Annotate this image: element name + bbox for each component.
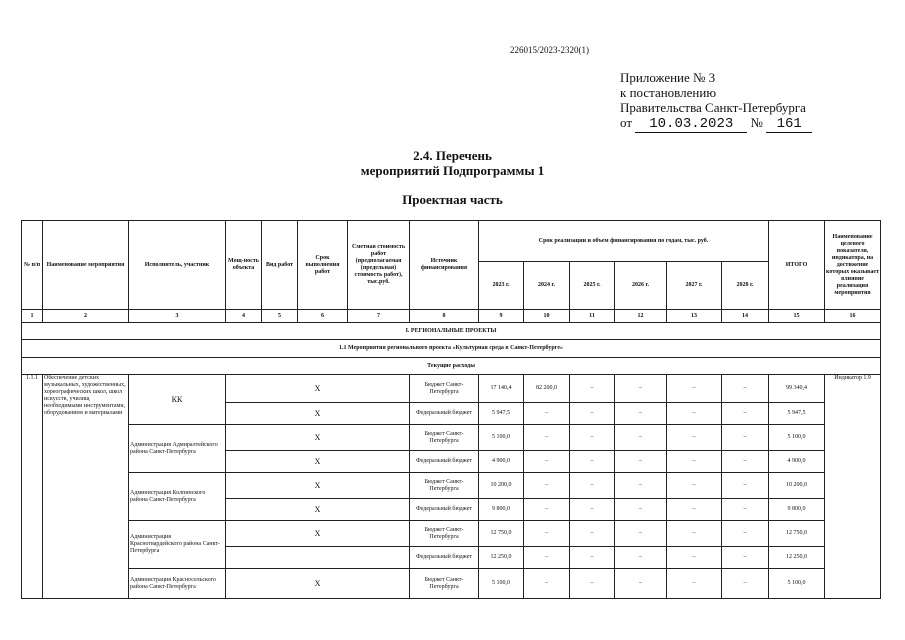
col-number: 16 (825, 310, 881, 323)
value-2028: – (722, 473, 769, 499)
x-marker: Х (226, 375, 410, 403)
col-number: 5 (262, 310, 298, 323)
value-2024: – (524, 499, 570, 521)
value-2028: – (722, 403, 769, 425)
header-year-2027: 2027 г. (667, 262, 722, 310)
value-2024: – (524, 521, 570, 547)
header-deadline: Срок выполнения работ (298, 221, 348, 310)
decree-date: 10.03.2023 (635, 117, 747, 133)
x-marker (226, 547, 410, 569)
decree-number: 161 (766, 117, 812, 133)
item-name: Обеспечение детских музыкальных, художественных, хореографических школ, школ искусств, училищ необходимыми инструментами, оборудованием и материалами (43, 375, 129, 599)
value-2023: 5 100,0 (479, 425, 524, 451)
section-current-expenses: Текущие расходы (22, 358, 881, 375)
source-cell: Федеральный бюджет (410, 403, 479, 425)
col-number: 12 (615, 310, 667, 323)
value-2026: – (615, 521, 667, 547)
value-2025: – (570, 473, 615, 499)
executor-cell: Администрация Колпинского района Санкт-Петербурга (129, 473, 226, 521)
col-number: 14 (722, 310, 769, 323)
x-marker: Х (226, 425, 410, 451)
value-2027: – (667, 499, 722, 521)
value-2028: – (722, 547, 769, 569)
col-number: 10 (524, 310, 570, 323)
value-2027: – (667, 569, 722, 599)
appendix-line-4 (620, 115, 812, 133)
value-2027: – (667, 451, 722, 473)
value-2025: – (570, 569, 615, 599)
value-total: 5 100,0 (769, 569, 825, 599)
value-2025: – (570, 451, 615, 473)
source-cell: Федеральный бюджет (410, 547, 479, 569)
value-total: 4 900,0 (769, 451, 825, 473)
value-2023: 5 100,0 (479, 569, 524, 599)
value-2026: – (615, 547, 667, 569)
value-2027: – (667, 547, 722, 569)
value-2028: – (722, 499, 769, 521)
section-row (22, 340, 881, 358)
value-total: 5 947,5 (769, 403, 825, 425)
value-2028: – (722, 375, 769, 403)
document-registration-number: 226015/2023-2320(1) (510, 45, 589, 55)
value-2024: – (524, 547, 570, 569)
table-row (22, 425, 881, 451)
value-2023: 4 900,0 (479, 451, 524, 473)
value-2026: – (615, 473, 667, 499)
source-cell: Федеральный бюджет (410, 451, 479, 473)
header-year-2024: 2024 г. (524, 262, 570, 310)
col-number: 8 (410, 310, 479, 323)
value-2023: 5 947,5 (479, 403, 524, 425)
source-cell: Бюджет Санкт-Петербурга (410, 473, 479, 499)
value-2023: 10 200,0 (479, 473, 524, 499)
value-2023: 12 250,0 (479, 547, 524, 569)
number-prefix: № (750, 115, 763, 130)
value-total: 10 200,0 (769, 473, 825, 499)
col-number: 6 (298, 310, 348, 323)
value-2027: – (667, 403, 722, 425)
section-cultural-environment: 1.1 Мероприятия регионального проекта «Культурная среда в Санкт-Петербурге» (22, 340, 881, 358)
column-numbers-row (22, 310, 881, 323)
header-period: Срок реализации и объем финансирования по годам, тыс. руб. (479, 221, 769, 262)
value-2023: 17 140,4 (479, 375, 524, 403)
header-cost: Сметная стоимость работ (предполагаемая (предельная) стоимость работ), тыс.руб. (348, 221, 410, 310)
col-number: 3 (129, 310, 226, 323)
x-marker: Х (226, 569, 410, 599)
x-marker: Х (226, 473, 410, 499)
value-2023: 9 800,0 (479, 499, 524, 521)
value-2026: – (615, 569, 667, 599)
header-capacity: Мощ-ность объекта (226, 221, 262, 310)
header-source: Источник финансирования (410, 221, 479, 310)
x-marker: Х (226, 521, 410, 547)
col-number: 11 (570, 310, 615, 323)
source-cell: Бюджет Санкт-Петербурга (410, 521, 479, 547)
value-2023: 12 750,0 (479, 521, 524, 547)
value-2025: – (570, 499, 615, 521)
value-2026: – (615, 403, 667, 425)
value-2028: – (722, 569, 769, 599)
value-2028: – (722, 451, 769, 473)
value-2024: 82 200,0 (524, 375, 570, 403)
value-total: 99 340,4 (769, 375, 825, 403)
section-title: Проектная часть (402, 192, 503, 207)
col-number: 13 (667, 310, 722, 323)
table-row (22, 521, 881, 547)
date-prefix: от (620, 115, 633, 130)
value-2024: – (524, 425, 570, 451)
value-total: 12 750,0 (769, 521, 825, 547)
header-indicator: Наименование целевого показателя, индикатора, на достижение которых оказывает влияние реализация мероприятия (825, 221, 881, 310)
value-2028: – (722, 425, 769, 451)
executor-cell: Администрация Красногвардейского района Санкт-Петербурга (129, 521, 226, 569)
col-number: 7 (348, 310, 410, 323)
section-row (22, 358, 881, 375)
value-2025: – (570, 403, 615, 425)
col-number: 1 (22, 310, 43, 323)
value-2024: – (524, 473, 570, 499)
col-number: 15 (769, 310, 825, 323)
header-work-type: Вид работ (262, 221, 298, 310)
value-2025: – (570, 375, 615, 403)
x-marker: Х (226, 451, 410, 473)
value-2026: – (615, 499, 667, 521)
appendix-line-1: Приложение № 3 (620, 70, 716, 85)
header-executor: Исполнитель, участник (129, 221, 226, 310)
header-name: Наименование мероприятия (43, 221, 129, 310)
value-total: 9 800,0 (769, 499, 825, 521)
value-2025: – (570, 425, 615, 451)
executor-cell: КК (129, 375, 226, 425)
value-2024: – (524, 403, 570, 425)
value-2028: – (722, 521, 769, 547)
value-2027: – (667, 425, 722, 451)
measures-table (21, 220, 881, 599)
executor-cell: Администрация Красносельского района Санкт-Петербурга (129, 569, 226, 599)
value-total: 5 100,0 (769, 425, 825, 451)
value-2027: – (667, 521, 722, 547)
item-number: 1.1.1 (22, 375, 43, 599)
list-title: 2.4. Перечень (413, 148, 492, 163)
value-2026: – (615, 451, 667, 473)
section-regional-projects: I. РЕГИОНАЛЬНЫЕ ПРОЕКТЫ (22, 323, 881, 340)
table-header-row (22, 221, 881, 262)
table-row (22, 375, 881, 403)
header-year-2025: 2025 г. (570, 262, 615, 310)
executor-cell: Администрация Адмиралтейского района Санкт-Петербурга (129, 425, 226, 473)
header-num: № п/п (22, 221, 43, 310)
source-cell: Бюджет Санкт-Петербурга (410, 375, 479, 403)
source-cell: Бюджет Санкт-Петербурга (410, 569, 479, 599)
header-year-2023: 2023 г. (479, 262, 524, 310)
list-subtitle: мероприятий Подпрограммы 1 (360, 163, 545, 178)
col-number: 9 (479, 310, 524, 323)
x-marker: Х (226, 403, 410, 425)
indicator-cell: Индикатор 1.9 (825, 375, 881, 599)
table-row (22, 569, 881, 599)
appendix-line-2: к постановлению (620, 85, 717, 100)
value-2025: – (570, 521, 615, 547)
value-2025: – (570, 547, 615, 569)
source-cell: Бюджет Санкт-Петербурга (410, 425, 479, 451)
appendix-header (620, 70, 812, 133)
value-2024: – (524, 569, 570, 599)
value-2026: – (615, 425, 667, 451)
appendix-line-3: Правительства Санкт-Петербурга (620, 100, 806, 115)
section-row (22, 323, 881, 340)
value-total: 12 250,0 (769, 547, 825, 569)
col-number: 2 (43, 310, 129, 323)
col-number: 4 (226, 310, 262, 323)
value-2027: – (667, 375, 722, 403)
header-year-2026: 2026 г. (615, 262, 667, 310)
value-2026: – (615, 375, 667, 403)
value-2024: – (524, 451, 570, 473)
header-year-2028: 2028 г. (722, 262, 769, 310)
source-cell: Федеральный бюджет (410, 499, 479, 521)
header-total: ИТОГО (769, 221, 825, 310)
x-marker: Х (226, 499, 410, 521)
value-2027: – (667, 473, 722, 499)
table-row (22, 473, 881, 499)
